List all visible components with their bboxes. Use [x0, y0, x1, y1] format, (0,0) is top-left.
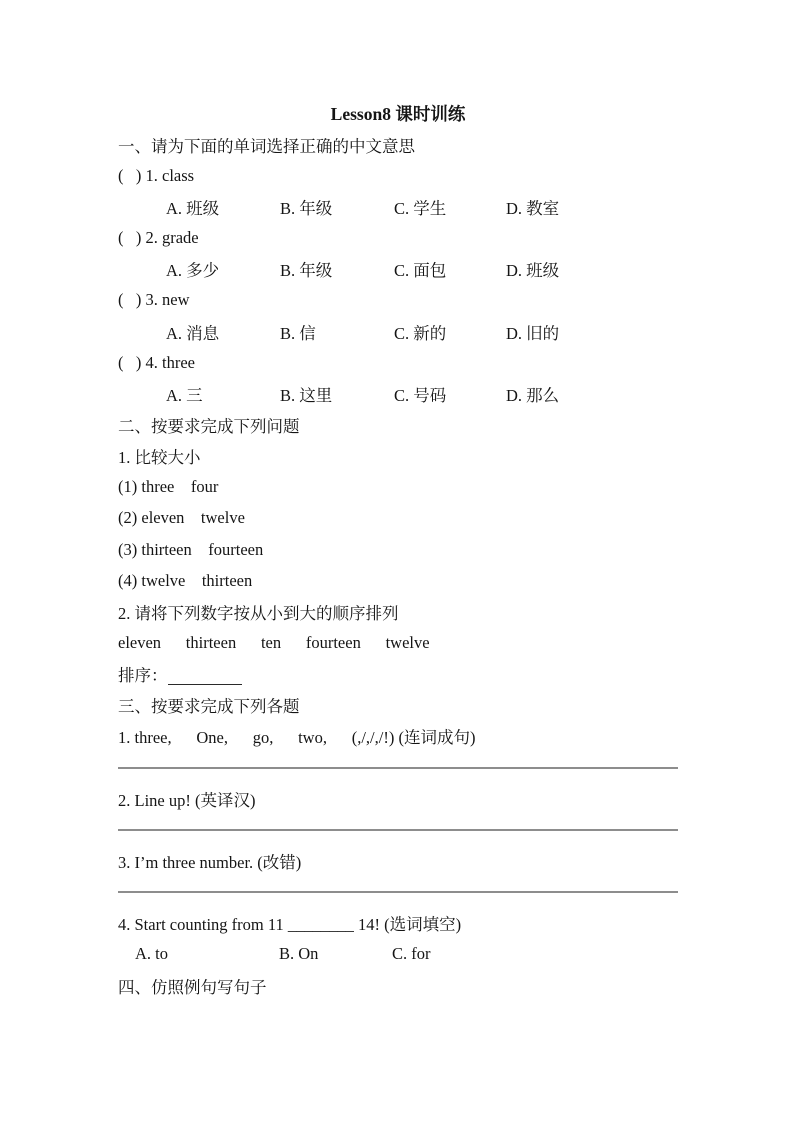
s1-q3-stem: ( ) 3. new: [118, 290, 190, 310]
s1-q3-options: [118, 316, 678, 347]
s1-q1-option-a: A. 班级: [166, 198, 220, 218]
answer-rule: [118, 891, 678, 893]
s1-q3-option-d: D. 旧的: [506, 323, 560, 343]
s3-q3: 3. I’m three number. (改错): [118, 852, 302, 872]
s2-sort-answer-blank: [168, 669, 242, 685]
s2-pair-4: (4) twelve thirteen: [118, 570, 253, 590]
s1-q2-options: [118, 254, 678, 285]
s1-q4-option-a: A. 三: [166, 385, 203, 405]
s1-q4-stem: ( ) 4. three: [118, 352, 195, 372]
s3-q3-answer-line: [118, 877, 678, 908]
s1-q2-stem: ( ) 2. grade: [118, 228, 199, 248]
section-3-heading: 三、按要求完成下列各题: [118, 697, 300, 717]
s1-q4-option-d: D. 那么: [506, 385, 560, 405]
s2-task2-label: 2. 请将下列数字按从小到大的顺序排列: [118, 603, 399, 623]
s3-q4: 4. Start counting from 11 ________ 14! (选词填空): [118, 915, 462, 935]
s2-words-row: eleven thirteen ten fourteen twelve: [118, 632, 430, 652]
s2-pair-3: (3) thirteen fourteen: [118, 539, 264, 559]
s2-task1-label: 1. 比较大小: [118, 448, 201, 468]
section-1-heading: 一、请为下面的单词选择正确的中文意思: [118, 136, 415, 156]
section-2-heading: 二、按要求完成下列问题: [118, 416, 300, 436]
s1-q3-option-a: A. 消息: [166, 323, 220, 343]
s2-sort-label: 排序：: [118, 666, 168, 686]
s3-q2-answer-line: [118, 814, 678, 845]
s1-q3-option-c: C. 新的: [394, 323, 447, 343]
s1-q2-option-c: C. 面包: [394, 261, 447, 281]
s1-q3-option-b: B. 信: [280, 323, 316, 343]
s2-sort-line: [118, 659, 678, 690]
section-4-heading: 四、仿照例句写句子: [118, 977, 267, 997]
s3-q2: 2. Line up! (英译汉): [118, 790, 256, 810]
page-content: [118, 98, 678, 1001]
s1-q1-option-c: C. 学生: [394, 198, 447, 218]
answer-rule: [118, 767, 678, 769]
s3-q1-answer-line: [118, 752, 678, 783]
s1-q1-option-b: B. 年级: [280, 198, 333, 218]
answer-rule: [118, 829, 678, 831]
s1-q1-option-d: D. 教室: [506, 198, 560, 218]
s1-q2-option-d: D. 班级: [506, 261, 560, 281]
page-title: Lesson8 课时训练: [330, 104, 466, 125]
s3-q1: 1. three, One, go, two, (,/,/,/!) (连词成句): [118, 728, 476, 748]
s3-q4-option-a: A. to: [135, 944, 168, 964]
s1-q4-options: [118, 378, 678, 409]
s2-pair-2: (2) eleven twelve: [118, 508, 245, 528]
s3-q4-options: [118, 939, 678, 970]
s3-q4-option-c: C. for: [392, 944, 431, 964]
s1-q4-option-c: C. 号码: [394, 385, 447, 405]
s1-q1-options: [118, 191, 678, 222]
s1-q2-option-a: A. 多少: [166, 261, 220, 281]
s1-q2-option-b: B. 年级: [280, 261, 333, 281]
s3-q4-option-b: B. On: [279, 944, 319, 964]
s2-pair-1: (1) three four: [118, 477, 219, 497]
s1-q4-option-b: B. 这里: [280, 385, 333, 405]
s1-q1-stem: ( ) 1. class: [118, 165, 195, 185]
